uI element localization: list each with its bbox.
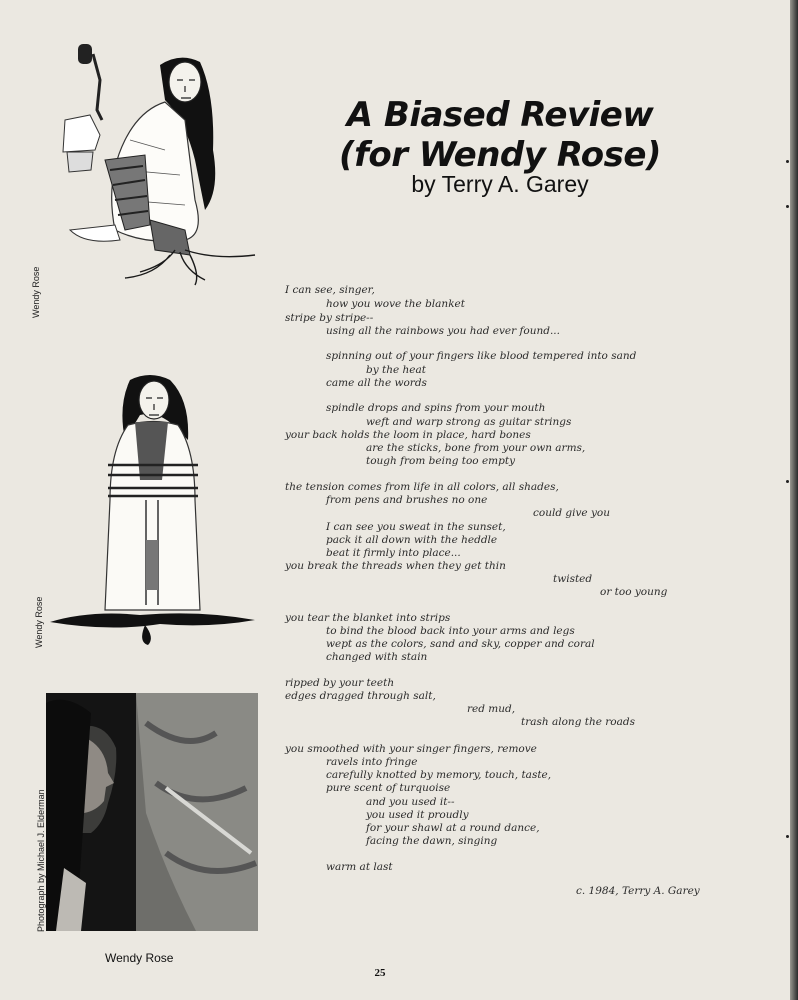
poem-line: to bind the blood back into your arms and legs xyxy=(326,625,575,637)
illustration-standing-woman xyxy=(50,370,260,650)
poem-line: pack it all down with the heddle xyxy=(326,534,498,546)
poem-line: ripped by your teeth xyxy=(285,677,395,689)
poem-line: c. 1984, Terry A. Garey xyxy=(576,885,700,897)
poem-line: I can see you sweat in the sunset, xyxy=(326,521,506,533)
poem-line: red mud, xyxy=(467,703,516,715)
poem-line: trash along the roads xyxy=(521,716,635,728)
poem-line: or too young xyxy=(600,586,668,598)
poem-line: you break the threads when they get thin xyxy=(285,560,506,572)
poem-line: you smoothed with your singer fingers, remove xyxy=(285,743,537,755)
poem-line: spindle drops and spins from your mouth xyxy=(326,402,546,414)
poem-line: you tear the blanket into strips xyxy=(285,612,451,624)
margin-mark xyxy=(786,835,789,838)
poem-line: and you used it-- xyxy=(366,796,455,808)
page-edge-shadow xyxy=(790,0,798,1000)
poem-line: you used it proudly xyxy=(366,809,469,821)
poem-line: edges dragged through salt, xyxy=(285,690,436,702)
poem-line: ravels into fringe xyxy=(326,756,418,768)
byline: by Terry A. Garey xyxy=(411,171,589,197)
article-title xyxy=(310,95,690,175)
margin-mark xyxy=(786,205,789,208)
poem-line: are the sticks, bone from your own arms, xyxy=(366,442,586,454)
credit-middle-illustration: Wendy Rose xyxy=(34,596,44,648)
poem-line: stripe by stripe-- xyxy=(285,312,374,324)
margin-mark xyxy=(786,480,789,483)
photograph-wendy-rose xyxy=(46,693,258,931)
illustration-kneeling-woman xyxy=(45,40,275,290)
poem-line: pure scent of turquoise xyxy=(326,782,451,794)
poem-line: for your shawl at a round dance, xyxy=(366,822,540,834)
poem-line: twisted xyxy=(553,573,593,585)
poem-line: spinning out of your fingers like blood tempered into sand xyxy=(326,350,637,362)
poem-line: weft and warp strong as guitar strings xyxy=(366,416,572,428)
credit-photograph: Photograph by Michael J. Elderman xyxy=(36,789,46,932)
page-number: 25 xyxy=(374,967,386,979)
title-line-2: (for Wendy Rose) xyxy=(339,135,661,175)
poem-line: changed with stain xyxy=(326,651,428,663)
photo-caption: Wendy Rose xyxy=(105,951,174,965)
photo-portrait-profile xyxy=(46,693,258,931)
poem-line: facing the dawn, singing xyxy=(366,835,498,847)
poem-line: from pens and brushes no one xyxy=(326,494,488,506)
poem-line: warm at last xyxy=(326,861,393,873)
margin-mark xyxy=(786,160,789,163)
poem-line: by the heat xyxy=(366,364,426,376)
poem-line: I can see, singer, xyxy=(285,284,375,296)
poem-line: using all the rainbows you had ever found... xyxy=(326,325,560,337)
poem-line: tough from being too empty xyxy=(366,455,516,467)
poem-line: wept as the colors, sand and sky, copper and coral xyxy=(326,638,595,650)
poem-line: your back holds the loom in place, hard bones xyxy=(285,429,531,441)
poem-line: how you wove the blanket xyxy=(326,298,465,310)
poem-line: the tension comes from life in all colors, all shades, xyxy=(285,481,559,493)
credit-top-illustration: Wendy Rose xyxy=(31,266,41,318)
poem-line: could give you xyxy=(533,507,610,519)
poem-line: came all the words xyxy=(326,377,427,389)
poem-line: carefully knotted by memory, touch, taste, xyxy=(326,769,552,781)
title-line-1: A Biased Review xyxy=(346,95,654,135)
poem-line: beat it firmly into place... xyxy=(326,547,461,559)
